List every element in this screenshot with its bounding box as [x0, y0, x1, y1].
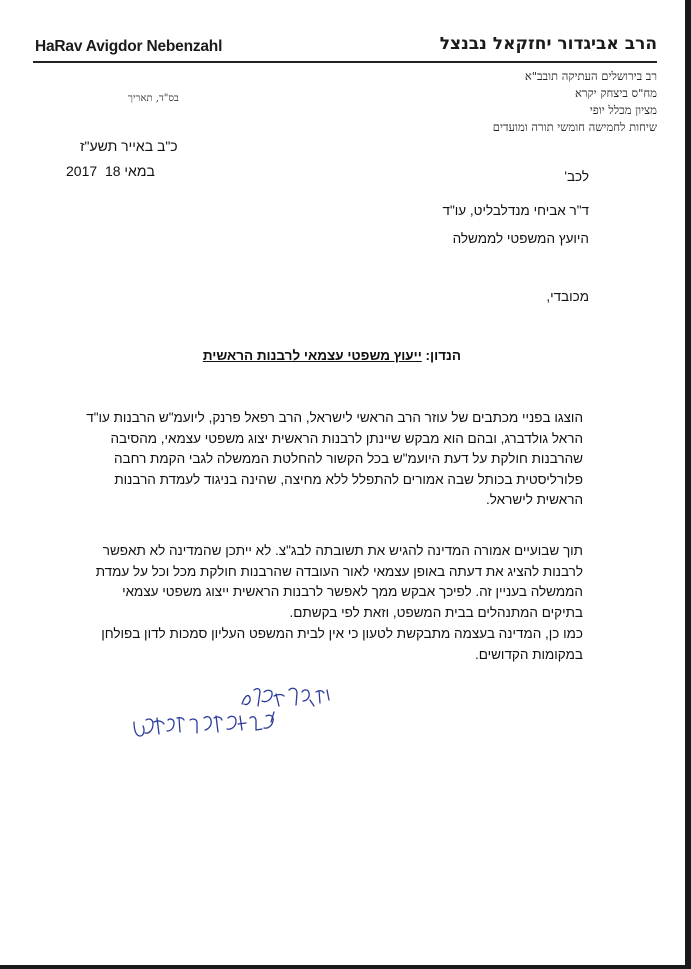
letterhead-name-hebrew: הרב אביגדור יחזקאל נבנצל [439, 34, 657, 54]
letterhead-title-line: מציון מכלל יופי [589, 103, 657, 117]
bsd-date-label: בס"ד, תאריך [128, 93, 179, 104]
body-line: הראל גולדברג, ובהם הוא מבקש שיינתן לרבנות הראשית יצוג משפטי עצמאי, מהסיבה [110, 430, 583, 446]
recipient-title: היועץ המשפטי לממשלה [452, 231, 589, 246]
body-paragraph [86, 408, 583, 511]
letterhead-name-english: HaRav Avigdor Nebenzahl [35, 38, 223, 55]
body-line: הוצגו בפניי מכתבים של עוזר הרב הראשי לישראל, הרב רפאל פרנק, ליועמ"ש הרבנות עו"ד [86, 410, 583, 425]
letterhead-title-line: מח"ס ביצחק יקרא [574, 86, 657, 100]
body-line: הממשלה בעניין זה. לפיכך אבקש ממך לאפשר לרבנות הראשית ייצוג משפטי עצמאי [122, 584, 583, 599]
gregorian-date [66, 163, 155, 179]
body-line: שהרבנות חולקת על דעת היועמ"ש בכל הקשור להחלטת הממשלה לגבי הקמת רחבה [113, 451, 583, 466]
page-edge-right [685, 0, 691, 969]
recipient-name: ד"ר אביחי מנדלבליט, עו"ד [442, 203, 589, 218]
body-line: תוך שבועיים אמורה המדינה להגיש את תשובתה לבג"צ. לא ייתכן שהמדינה לא תאפשר [102, 543, 583, 558]
gregorian-month: במאי [124, 163, 155, 179]
subject-line [203, 348, 461, 363]
gregorian-day: 18 [104, 163, 121, 179]
body-line: כמו כן, המדינה בעצמה מתבקשת לטעון כי אין לבית המשפט העליון סמכות לדון בפולחן [101, 626, 583, 641]
letterhead-title-line: רב בירושלים העתיקה תובב"א [524, 69, 657, 83]
greeting: מכובדי, [546, 289, 589, 304]
handwritten-signature [124, 682, 336, 744]
subject-text: ייעוץ משפטי עצמאי לרבנות הראשית [202, 348, 422, 363]
hebrew-date: כ"ב באייר תשע"ז [80, 138, 178, 154]
gregorian-year: 2017 [66, 163, 98, 179]
letterhead-divider [33, 61, 657, 63]
body-line: פלורליסטית בכותל שבה אמורים להתפלל ללא מחיצה, שהינה בניגוד לעמדת הרבנות [114, 471, 583, 487]
to-label: לכב' [564, 169, 589, 184]
letterhead-titles [493, 68, 657, 136]
body-line: במקומות הקדושים. [474, 646, 583, 662]
body-line: הראשית לישראל. [486, 492, 583, 507]
page-edge-bottom [0, 965, 691, 969]
subject-label: הנדון: [425, 348, 461, 363]
letterhead-title-line: שיחות לחמישה חומשי תורה ומועדים [492, 120, 657, 134]
body-line: בתיקים המתנהלים בבית המשפט, וזאת לפי בקשתם. [289, 604, 583, 620]
body-paragraph [96, 541, 583, 623]
body-paragraph [96, 624, 583, 665]
body-line: לרבנות להציג את דעתה באופן עצמאי לאור העובדה שהרבנות חולקת מכל וכל על עמדת [95, 563, 583, 579]
